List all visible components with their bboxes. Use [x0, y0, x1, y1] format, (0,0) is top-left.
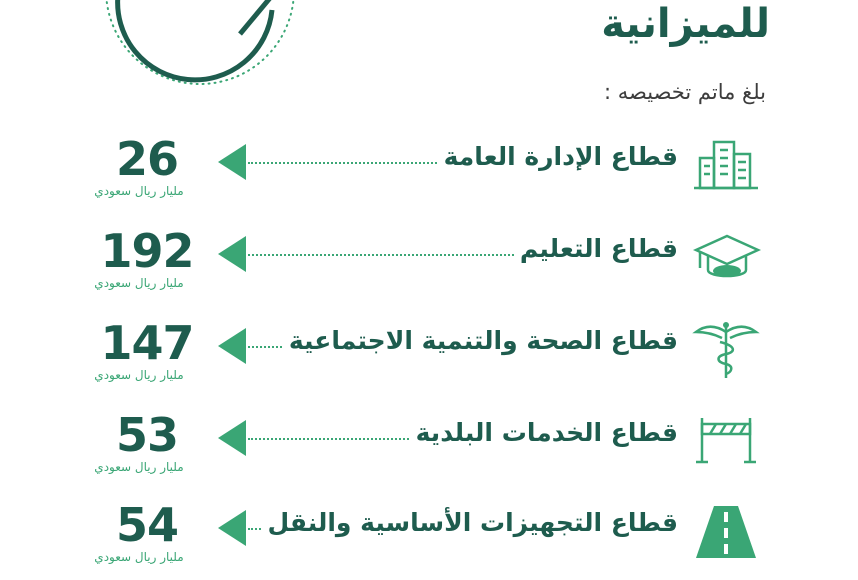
graduation-cap-icon: [692, 228, 762, 284]
sector-unit: مليار ريال سعودي: [94, 460, 184, 474]
road-icon: [692, 502, 760, 562]
sector-row-public-administration: [0, 130, 858, 200]
arrow-left-icon: [218, 236, 246, 272]
sector-unit: مليار ريال سعودي: [94, 184, 184, 198]
sector-label: قطاع الصحة والتنمية الاجتماعية: [283, 326, 678, 355]
sector-row-health-social: [0, 314, 858, 384]
barrier-gate-icon: [692, 412, 760, 468]
sector-unit: مليار ريال سعودي: [94, 276, 184, 290]
pie-emblem-icon: [0, 0, 300, 90]
sector-unit: مليار ريال سعودي: [94, 368, 184, 382]
sector-label: قطاع التجهيزات الأساسية والنقل: [261, 508, 678, 537]
arrow-left-icon: [218, 510, 246, 546]
sector-value: 192: [100, 224, 194, 278]
arrow-left-icon: [218, 420, 246, 456]
office-buildings-icon: [692, 136, 760, 192]
arrow-left-icon: [218, 144, 246, 180]
sector-label: قطاع الخدمات البلدية: [410, 418, 678, 447]
sector-label: قطاع الإدارة العامة: [438, 142, 678, 171]
page-title: للميزانية: [601, 1, 770, 47]
sector-value: 147: [100, 316, 194, 370]
arrow-left-icon: [218, 328, 246, 364]
sector-value: 26: [115, 132, 178, 186]
sector-label: قطاع التعليم: [514, 234, 678, 263]
dotted-leader: [248, 254, 538, 256]
caduceus-icon: [692, 320, 760, 380]
page-subtitle: بلغ ماتم تخصيصه :: [604, 80, 766, 104]
sector-row-education: [0, 222, 858, 292]
sector-value: 53: [115, 408, 178, 462]
sector-row-infrastructure-transport: [0, 496, 858, 566]
sector-unit: مليار ريال سعودي: [94, 550, 184, 564]
sector-value: 54: [115, 498, 178, 552]
sector-row-municipal-services: [0, 406, 858, 476]
